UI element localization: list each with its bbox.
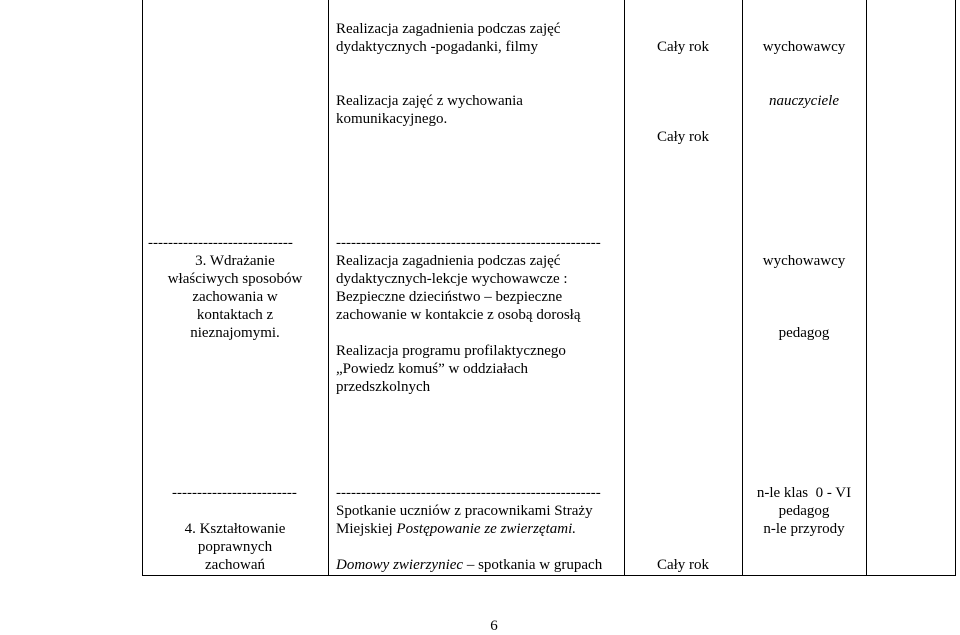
activity-line: komunikacyjnego. [336,111,448,127]
col-divider-1 [328,0,329,576]
topic-line: 4. Kształtowanie [184,521,286,537]
topic-line: nieznajomymi. [190,325,280,341]
activity-text-italic: Postępowanie ze zwierzętami. [396,521,576,537]
activity-line: Bezpieczne dzieciństwo – bezpieczne [336,289,563,305]
activity-line: Realizacja zagadnienia podczas zajęć [336,253,561,269]
activity-line: Realizacja zajęć z wychowania [336,93,523,109]
activity-line: przedszkolnych [336,379,431,395]
activity-line: zachowanie w kontakcie z osobą dorosłą [336,307,581,323]
responsible-cell: wychowawcy [762,253,846,269]
responsible-cell: nauczyciele [769,93,839,109]
activity-line: Spotkanie uczniów z pracownikami Straży [336,503,593,519]
table-border-bottom [142,575,956,576]
separator-mid: ----------------------------------------------------- [336,485,601,501]
term-cell: Cały rok [656,557,710,573]
responsible-cell: wychowawcy [762,39,846,55]
separator-left: ----------------------------- [148,235,293,251]
page-number: 6 [490,618,498,634]
responsible-cell: n-le klas 0 - VI [756,485,852,501]
responsible-cell: n-le przyrody [763,521,845,537]
activity-line: Realizacja programu profilaktycznego [336,343,566,359]
activity-line [336,556,602,574]
activity-line: „Powiedz komuś” w oddziałach [336,361,529,377]
activity-line: dydaktycznych-lekcje wychowawcze : [336,271,568,287]
topic-line: poprawnych [197,539,273,555]
topic-line: 3. Wdrażanie [195,253,275,269]
table-border-right [955,0,956,576]
responsible-cell: pedagog [778,503,830,519]
col-divider-4 [866,0,867,576]
topic-line: właściwych sposobów [167,271,303,287]
separator-mid: ----------------------------------------------------- [336,235,601,251]
col-divider-2 [624,0,625,576]
responsible-cell: pedagog [778,325,830,341]
activity-line: Realizacja zagadnienia podczas zajęć [336,21,561,37]
topic-line: zachowań [205,557,265,573]
activity-text: Miejskiej [336,521,397,537]
topic-line: kontaktach z [196,307,274,323]
activity-line [336,520,576,538]
term-cell: Cały rok [656,39,710,55]
activity-text-italic: Domowy zwierzyniec [336,557,464,573]
activity-line: dydaktycznych -pogadanki, filmy [336,39,539,55]
term-cell: Cały rok [656,129,710,145]
activity-text: – spotkania w grupach [463,557,603,573]
topic-line: zachowania w [192,289,278,305]
separator-left: ------------------------- [172,485,297,501]
